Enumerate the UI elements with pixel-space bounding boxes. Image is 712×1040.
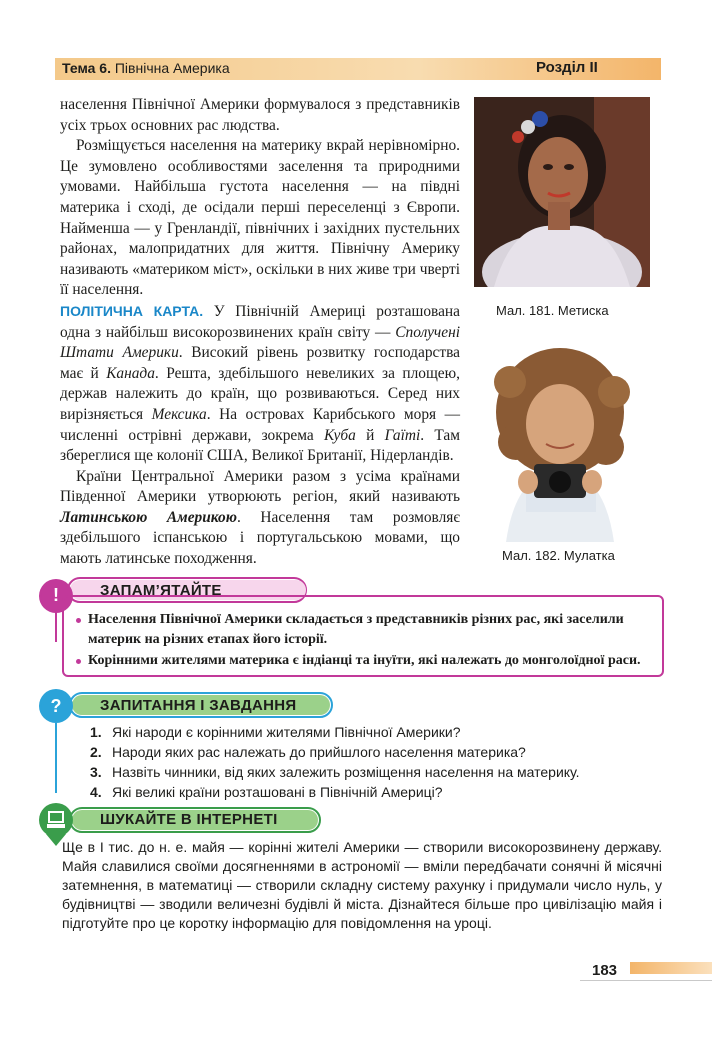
internet-title: ШУКАЙТЕ В ІНТЕРНЕТІ bbox=[100, 811, 278, 828]
exclamation-icon: ! bbox=[41, 580, 71, 610]
questions-title: ЗАПИТАННЯ І ЗАВДАННЯ bbox=[100, 697, 297, 714]
photo-mestiza bbox=[474, 97, 650, 287]
page-number-bar bbox=[630, 962, 712, 974]
caption-fig-182: Мал. 182. Мулатка bbox=[502, 548, 615, 563]
list-item: 1. Які народи є корінними жителями Північної Америки? bbox=[90, 724, 461, 740]
page-number: 183 bbox=[592, 962, 618, 979]
remember-list bbox=[76, 610, 646, 672]
caption-fig-181: Мал. 181. Метиска bbox=[496, 303, 609, 318]
list-item: Корінними жителями материка є індіанці та інуїти, які належать до монголоїдної раси. bbox=[76, 651, 646, 671]
term-usa: Сполучені Штати Америки bbox=[60, 323, 460, 362]
topic-name: Північна Америка bbox=[110, 60, 230, 76]
term-mexico: Мексика bbox=[151, 405, 207, 423]
question-icon: ? bbox=[41, 691, 71, 721]
paragraph-3: ПОЛІТИЧНА КАРТА. У Північній Америці розташована одна з найбільш високорозвинених країн світу — Сполучені Штати Америки. Високий рівень розвитку господарства має й Канада. Решта, здебільшого невеликих за площею, держав належить до країн, що розвиваються. Серед них вирізняється Мексика. На островах Карибського моря — численні острівні держави, зокрема Куба й Гаїті. Там збереглися ще колонії США, Великої Британії, Нідерландів. bbox=[60, 302, 460, 465]
main-text bbox=[60, 95, 460, 570]
internet-text: Ще в І тис. до н. е. майя — корінні жителі Америки — створили високорозвинену державу. Майя славилися своїми досягненнями в астрономії — вміли передбачати сонячні й місячні затемнення, в математиці — створили складну систему рахунку і придумали число нуль, у будівництві — зводили величезні будівлі й міста. Дізнайтеся більше про цивілізацію майя і підготуйте про це коротку інформацію для повідомлення на уроці. bbox=[62, 839, 662, 931]
footer-rule bbox=[580, 980, 712, 981]
topic-number: Тема 6. bbox=[62, 60, 111, 76]
term-canada: Канада bbox=[106, 364, 155, 382]
running-head-topic bbox=[62, 60, 230, 76]
list-item: Населення Північної Америки складається з представників різних рас, які заселили материк на різних етапах його історії. bbox=[76, 610, 646, 650]
remember-title: ЗАПАМ’ЯТАЙТЕ bbox=[100, 582, 222, 599]
list-item: 3. Назвіть чинники, від яких залежить розміщення населення на материку. bbox=[90, 764, 580, 780]
paragraph-2: Розміщується населення на материку вкрай нерівномірно. Це зумовлено особливостями заселення та природними умовами. Найбільша густота населення — на півдні материка і сході, де осідали перші переселенці з Європи. Найменша — у Гренландії, північних і західних пустельних районах, малопридатних для життя. Північну Америку називають «материком міст», оскільки в них живе три чверті її населення. bbox=[60, 137, 460, 299]
term-latin-america: Латинською Америкою bbox=[60, 508, 237, 526]
photo-mulatto bbox=[486, 342, 634, 542]
term-haiti: Гаїті bbox=[384, 426, 421, 444]
list-item: 2. Народи яких рас належать до прийшлого населення материка? bbox=[90, 744, 526, 760]
political-map-heading: ПОЛІТИЧНА КАРТА. bbox=[60, 302, 204, 319]
list-item: 4. Які великі країни розташовані в Північній Америці? bbox=[90, 784, 443, 800]
mulatto-illustration bbox=[486, 342, 634, 542]
section-label: Розділ II bbox=[536, 59, 598, 76]
term-cuba: Куба bbox=[323, 426, 356, 444]
paragraph-1: населення Північної Америки формувалося з представників усіх трьох основних рас людства. bbox=[60, 96, 460, 134]
mestiza-illustration bbox=[474, 97, 650, 287]
paragraph-4: Країни Центральної Америки разом з усіма країнами Південної Америки утворюють регіон, який називають Латинською Америкою. Населення там розмовляє здебільшого іспанською і португальською мовами, що мають латинське походження. bbox=[60, 467, 460, 568]
questions-list bbox=[90, 722, 580, 802]
